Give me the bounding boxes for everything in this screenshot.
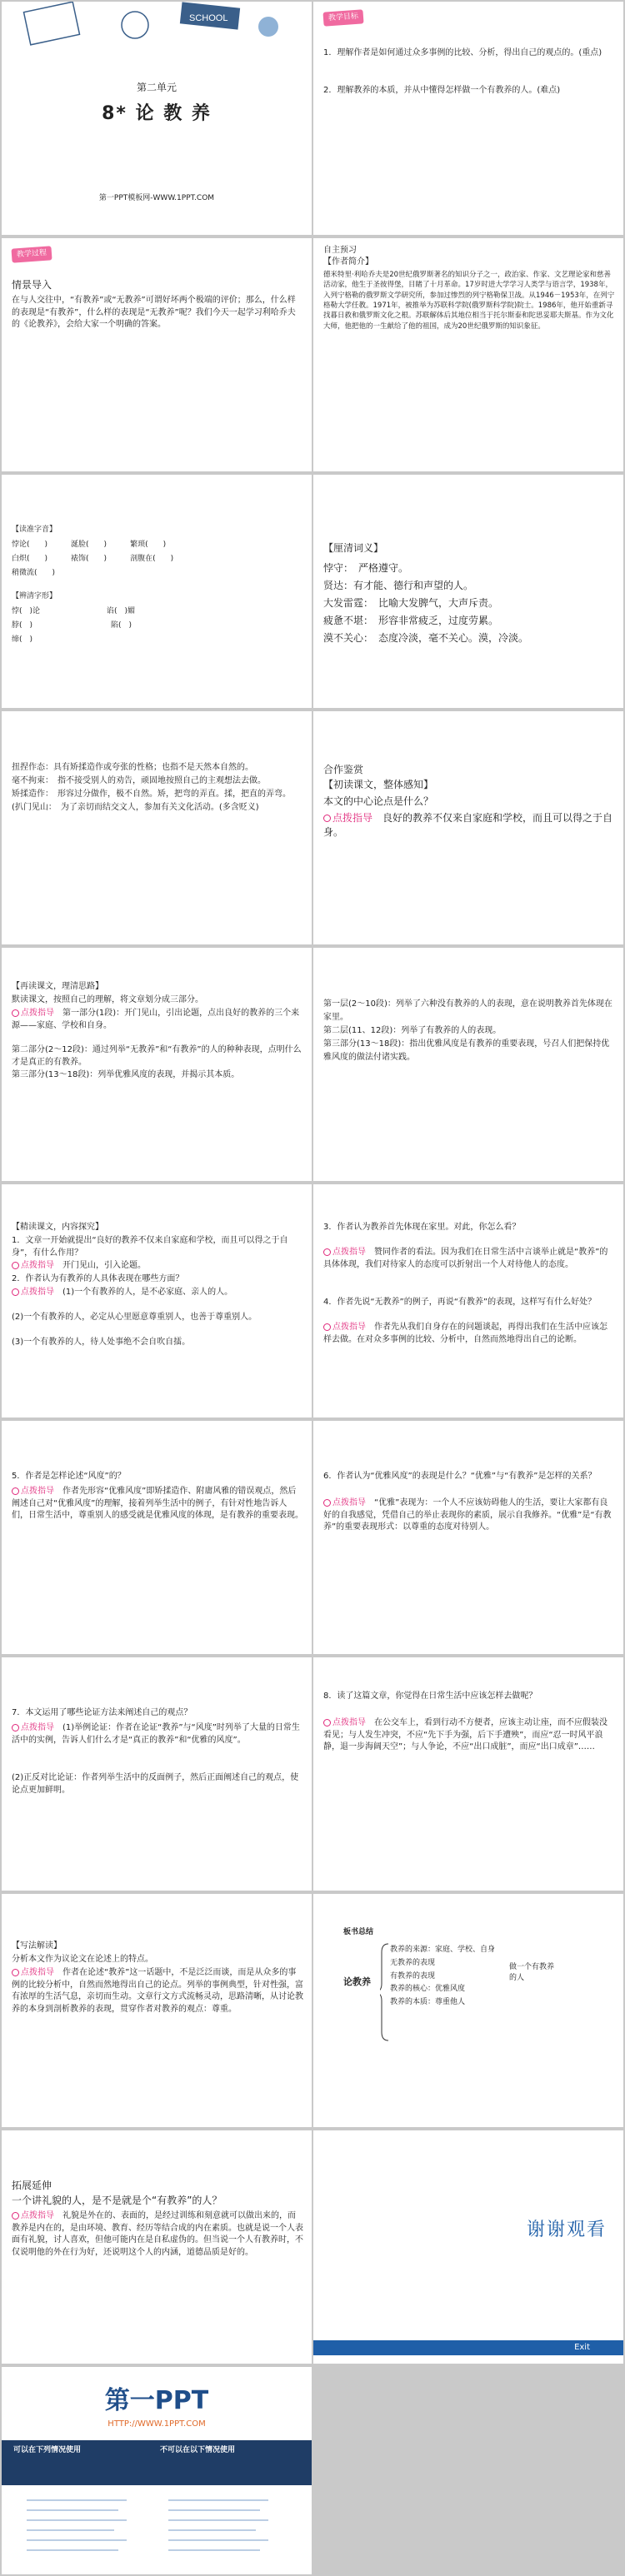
brand-url: HTTP://WWW.1PPT.COM [108,2419,206,2429]
usage-forbidden-title: 不可以在以下情况使用 [160,2446,236,2454]
link-list-icon [2,2492,312,2567]
tip-icon [12,1262,19,1269]
slide-board [313,1894,623,2127]
slide-extension: 拓展延伸 一个讲礼貌的人，是不是就是个“有教养”的人？ 点拨指导 礼貌是外在的、表面的，是经过训练和刻意就可以做出来的，而教养是内在的，是由环境、教育、经历等结合成的内在素质。也就是说一个人表面有礼貌，讨人喜欢，但他可能内在是自私虚伪的。但当说一个人有教养时，不仅说明他的外在行为好，还说明这个人的内涵，道德品质是好的。 [2,2130,312,2364]
tip-icon [323,1499,331,1507]
slide-thesis [313,711,623,944]
tip-icon [323,1248,331,1256]
slide-structure-2 [313,948,623,1181]
slide-vocabulary-2 [2,711,312,944]
inquiry-heading: 【精读课文，内容探究】 [12,1223,103,1232]
writing-heading: 【写法解读】 [12,1941,62,1951]
slide-intro [2,238,312,471]
tip-icon [12,1969,19,1976]
exit-button[interactable]: Exit [574,2343,590,2352]
usage-allowed-title: 可以在下列情况使用 [13,2446,82,2454]
slide-manner-2: 6．作者认为“优雅风度”的表现是什么？“优雅”与“有教养”是怎样的关系？ 点拨指导 “优雅”表现为：一个人不应该妨碍他人的生活，要让大家都有良好的自我感觉，凭借自己的举止表现你的素质，展示自我修养。“优雅”是“有教养”的重要表现形式：以尊重的态度对待别人。 [313,1421,623,1654]
slide-brand [2,2367,312,2574]
vocab-item: 疲惫不堪： 形容非常疲乏，过度劳累。 [323,615,499,626]
brand-info-band [2,2440,312,2485]
coop-heading: 合作鉴赏 [323,764,364,775]
first-read-heading: 【初读课文，整体感知】 [323,779,434,790]
vocab-list [323,560,615,647]
slide-practice: 8．读了这篇文章，你觉得在日常生活中应该怎样去做呢？ 点拨指导 在公交车上，看到行动不方便者，应该主动让座，而不应假装没看见；与人发生冲突，不应“先下手为强，后下手遭殃”，而应“忍一时风平浪静，退一步海阔天空”；与人争论，不应“出口成脏”，而应“出口成章”…… [313,1657,623,1891]
question-1: 1．文章一开始就提出“良好的教养不仅来自家庭和学校，而且可以得之于自身”，有什么作用？ [12,1236,288,1258]
tip-label: 点拨指导 [21,1009,54,1018]
intro-text: 在与人交往中，“有教养”或“无教养”可谓好坏两个极端的评价；那么，什么样的表现是“有教养”，什么样的表现是“无教养”呢？我们今天一起学习利哈乔夫的《论教养》，会给大家一个明确的答案。 [12,296,296,329]
tip-icon [12,1487,19,1495]
slide-writing: 【写法解读】 分析本文作为议论文在论述上的特点。 点拨指导 作者在论述“教养”这一话题中，不是泛泛而谈，而是从众多的事例的比较分析中，自然而然地得出自己的论点。列举的事例典型，针对性强，富有浓厚的生活气息，亲切而生动。文章行文方式流畅灵动，思路清晰，从讨论教养的本身到剖析教养的表现，贯穿作者对教养的观点：尊重。 [2,1894,312,2127]
structure-layers: 第一层(2～10段)：列举了六种没有教养的人的表现，意在说明教养首先体现在家里。 第二层(11、12段)：列举了有教养的人的表现。 第三部分(13～18段)：指出优雅风度是有教养的重要表现，号召人们把保持优雅风度的做法付诸实践。 [323,999,612,1062]
unit-label: 第二单元 [136,82,177,93]
slide-objectives [313,2,623,235]
writing-task: 分析本文作为议论文在论述上的特点。 [12,1955,153,1964]
question-5: 5．作者是怎样论述“风度”的？ [12,1472,126,1481]
structure-part2: 第二部分(2～12段)：通过列举“无教养”和“有教养”的人的种种表现，点明什么才是真正的有教养。 [12,1045,302,1067]
slide-vocabulary [313,475,623,708]
exit-bar [313,2340,623,2355]
slide-author [313,238,623,471]
slide-inquiry-2: 3．作者认为教养首先体现在家里。对此，你怎么看？ 点拨指导 赞同作者的看法。因为我们在日常生活中言谈举止就是“教养”的具体体现，我们对待家人的态度可以折射出一个人对待他人的态度。 4．作者先说“无教养”的例子，再说“有教养”的表现，这样写有什么好处？ 点拨指导 作者先从我们自身存在的问题谈起，再得出我们在生活中应该怎样去做。在对众多事例的比较、分析中，自然而然地得出自己的论断。 [313,1184,623,1418]
question-7: 7．本文运用了哪些论证方法来阐述自己的观点？ [12,1708,192,1717]
pronunciation-heading: 【读准字音】 [12,526,58,534]
svg-text:SCHOOL: SCHOOL [189,13,228,23]
vocab-list-2: 扭捏作态：具有矫揉造作或夸张的性格；也指不是天然本自然的。 毫不拘束： 指不接受别人的劝告，顽固地按照自己的主观想法去做。 矫揉造作： 形容过分做作，极不自然。矫，把弯的弄直。揉，把直的弄弯。 (扒门见山： 为了亲切而结交文人，参加有关文化活动。(多含贬义) [12,763,291,812]
glyph-heading: 【辨清字形】 [12,592,58,600]
tip-label: 点拨指导 [21,1261,54,1270]
extension-question: 一个讲礼貌的人，是不是就是个“有教养”的人？ [12,2195,222,2206]
thanks-text: 谢谢观看 [526,2220,607,2240]
preview-heading: 自主预习 [323,246,357,255]
intro-heading: 情景导入 [12,279,52,291]
board-root: 论教养 [343,1976,371,1987]
glyph-table: 悖( )论 谄( )媚 脖( ) 陷( ) 缔( ) [12,607,136,645]
author-text: 德米特里·利哈乔夫是20世纪俄罗斯著名的知识分子之一，政治家、作家、文艺理论家和慈善活动家，他生于圣彼得堡，目睹了十月革命。17岁时进大学学习人类学与语言学，1938年，入列宁格勒的俄罗斯文学研究所，参加过惨烈的列宁格勒保卫战。从1946－1953年，在列宁格勒大学任教。1971年，被推举为苏联科学院(俄罗斯科学院)院士。1986年，他开始重新寻找暮日救和俄罗斯文化之根。苏联解体后其地位相当于托尔斯泰和陀思妥耶夫斯基。作为文化大师，他把他的一生献给了他的祖国，成为20世纪俄罗斯的知识象征。 [323,271,615,331]
question-8: 8．读了这篇文章，你觉得在日常生活中应该怎样去做呢？ [323,1692,538,1701]
vocab-heading: 【厘清词义】 [323,542,384,554]
site-footer: 第一PPT模板网-WWW.1PPT.COM [98,194,215,202]
tip-icon [12,1288,19,1296]
slide-methods: 7．本文运用了哪些论证方法来阐述自己的观点？ 点拨指导 (1)举例论证：作者在论证“教养”与“风度”时列举了大量的日常生活中的实例，告诉人们什么才是“真正的教养”和“优雅的风度”。 (2)正反对比论证：作者列举生活中的反面例子，然后正面阐述自己的观点，使论点更加鲜明。 [2,1657,312,1891]
slide-thanks [313,2130,623,2364]
slide-structure: 【再读课文，理清思路】 默读课文，按照自己的理解，将文章划分成三部分。 点拨指导 第一部分(1段)：开门见山，引出论题，点出良好的教养的三个来源——家庭、学校和自身。 第二部分(2～12段)：通过列举“无教养”和“有教养”的人的种种表现，点明什么才是真正的有教养。 第三部分(13～18段)：列举优雅风度的表现，并揭示其本质。 [2,948,312,1181]
author-heading: 【作者简介】 [323,257,373,267]
structure-part3: 第三部分(13～18段)：列举优雅风度的表现，并揭示其本质。 [12,1070,240,1079]
goal-2: 2．理解教养的本质，并从中懂得怎样做一个有教养的人。(难点) [323,86,561,95]
tip-icon [12,2212,19,2220]
question-4: 4．作者先说“无教养”的例子，再说“有教养”的表现，这样写有什么好处？ [323,1298,597,1307]
question-3: 3．作者认为教养首先体现在家里。对此，你怎么看？ [323,1223,521,1232]
thesis-answer: 良好的教养不仅来自家庭和学校，而且可以得之于自身。 [323,812,613,838]
question-6: 6．作者认为“优雅风度”的表现是什么？“优雅”与“有教养”是怎样的关系？ [323,1472,597,1481]
tip-icon [12,1724,19,1731]
structure-heading: 【再读课文，理清思路】 [12,982,103,991]
process-tag: 教学过程 [11,246,52,262]
pronunciation-table: 悖论( ) 涎脸( ) 繁琐( ) 白炽( ) 裱饰( ) 剖腹在( ) 稍微流( ) [12,541,174,578]
thesis-question: 本文的中心论点是什么？ [323,795,434,807]
tip-icon [323,1323,331,1331]
tip-icon [323,1719,331,1726]
goal-1: 1．理解作者是如何通过众多事例的比较、分析，得出自己的观点的。(重点) [323,48,602,57]
slide-manner: 5．作者是怎样论述“风度”的？ 点拨指导 作者先形容“优雅风度”即矫揉造作、附庸风雅的错误观点，然后阐述自己对“优雅风度”的理解，接着列举生活中的例子，有针对性地告诉人们，日常生活中，尊重别人的感受就是优雅风度的体现，是有教养的重要表现。 [2,1421,312,1654]
school-doodle-icon [2,2,312,68]
brand-logo: 第一PPT [104,2386,209,2415]
board-tag: 板书总结 [343,1928,374,1936]
vocab-item: 悖守： 严格遵守。 [323,562,409,574]
vocab-item: 贤达：有才能、德行和声望的人。 [323,580,474,591]
board-conclusion: 做一个有教养的人 [509,1963,555,1982]
structure-task: 默读课文，按照自己的理解，将文章划分成三部分。 [12,995,203,1004]
vocab-item: 大发雷霆： 比喻大发脾气，大声斥责。 [323,597,499,609]
objectives-tag: 教学目标 [322,9,363,26]
board-branches: 教养的来源：家庭、学校、自身 无教养的表现 有教养的表现 教养的核心：优雅风度 教养的本质：尊重他人 [390,1946,496,2006]
extension-heading: 拓展延伸 [12,2180,52,2191]
tip-label: 点拨指导 [332,812,373,824]
slide-title-text: 8* 论 教 养 [102,103,212,124]
slide-inquiry: 【精读课文，内容探究】 1．文章一开始就提出“良好的教养不仅来自家庭和学校，而且可以得之于自身”，有什么作用？ 点拨指导 开门见山，引入论题。 2．作者认为有教养的人具体表现在哪些方面？ 点拨指导 (1)一个有教养的人，是不必家庭、亲人的人。 (2)一个有教养的人，必定从心里愿意尊重别人，也善于尊重别人。 (3)一个有教养的人，待人处事绝不会自吹自擂。 [2,1184,312,1418]
slide-title [2,2,312,235]
tip-icon [12,1009,19,1017]
question-2: 2．作者认为有教养的人具体表现在哪些方面？ [12,1274,184,1283]
tip-icon [323,815,331,822]
vocab-item: 漠不关心： 态度冷淡，毫不关心。漠，冷淡。 [323,632,529,644]
slide-pronunciation [2,475,312,708]
